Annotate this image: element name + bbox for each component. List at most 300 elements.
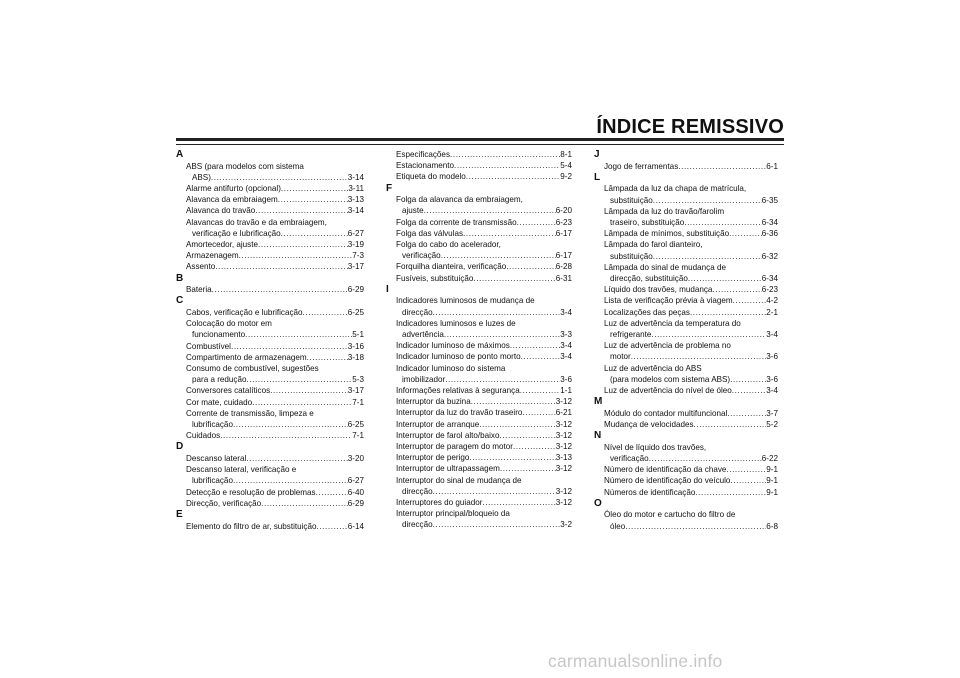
index-entry-page: 6-17: [555, 251, 572, 261]
index-entry-label: Cuidados: [186, 431, 221, 441]
index-entry: [386, 441, 572, 452]
index-entry-page: 6-17: [555, 228, 572, 238]
index-entry-label: Assento: [186, 262, 216, 272]
index-entry-label: Detecção e resolução de problemas: [186, 487, 316, 497]
index-entry: [176, 183, 364, 194]
dot-leader: [433, 486, 556, 497]
dot-leader: [466, 171, 561, 182]
index-entry-line: Lâmpada do sinal de mudança de: [604, 262, 726, 272]
index-entry-label: Estacionamento: [396, 161, 455, 171]
index-entry-label: Lista de verificação prévia à viagem: [604, 296, 733, 306]
index-entry-label: advertência: [402, 330, 444, 340]
dot-leader: [424, 205, 556, 216]
index-entry-page: 6-27: [347, 476, 364, 486]
index-entry-page: 3-4: [766, 386, 778, 396]
index-entry-page: 3-12: [555, 442, 572, 452]
index-entry: [176, 475, 364, 486]
index-entry-line: Luz de advertência do ABS: [604, 363, 702, 373]
index-entry-label: lubrificação: [192, 420, 233, 430]
index-entry: [594, 284, 778, 295]
index-entry: [594, 228, 778, 239]
index-entry-line: Lâmpada da luz da chapa de matrícula,: [604, 184, 747, 194]
dot-leader: [733, 295, 767, 306]
index-entry-label: Lâmpada de mínimos, substituição: [604, 229, 730, 239]
index-entry: [176, 521, 364, 532]
index-entry: [176, 239, 364, 250]
index-entry-label: Amortecedor, ajuste: [186, 240, 258, 250]
dot-leader: [482, 497, 555, 508]
index-entry-page: 1-1: [560, 386, 572, 396]
index-entry: [386, 452, 572, 463]
index-column-2: [386, 149, 572, 531]
index-entry: [386, 351, 572, 362]
index-entry-page: 3-19: [347, 240, 364, 250]
index-entry-label: ABS): [192, 172, 211, 182]
index-entry-page: 3-4: [560, 352, 572, 362]
index-entry: [594, 453, 778, 464]
index-entry-line: Óleo do motor e cartucho do filtro de: [604, 510, 736, 520]
dot-leader: [479, 419, 556, 430]
index-entry: [176, 430, 364, 441]
index-entry-page: 8-1: [560, 150, 572, 159]
dot-leader: [726, 464, 766, 475]
index-entry-label: Interruptor de perigo: [396, 453, 470, 463]
index-entry: [176, 250, 364, 261]
index-entry-page: 3-12: [555, 419, 572, 429]
dot-leader: [653, 251, 762, 262]
index-entry-label: lubrificação: [192, 476, 233, 486]
index-entry-label: Localizações das peças: [604, 307, 690, 317]
index-entry-line: Lâmpada da luz do travão/farolim: [604, 206, 725, 216]
dot-leader: [307, 352, 348, 363]
index-entry-page: 2-1: [766, 307, 778, 317]
index-entry-page: 9-1: [766, 487, 778, 497]
index-entry: [386, 205, 572, 216]
index-entry: [594, 351, 778, 362]
index-entry-page: 3-6: [560, 374, 572, 384]
index-letter-heading: J: [594, 149, 600, 160]
dot-leader: [732, 385, 767, 396]
index-entry: [386, 486, 572, 497]
dot-leader: [444, 329, 560, 340]
index-entry-page: 6-27: [347, 228, 364, 238]
index-entry: [386, 329, 572, 340]
dot-leader: [469, 452, 555, 463]
index-entry-page: 3-7: [766, 408, 778, 418]
index-entry-page: 6-23: [555, 217, 572, 227]
index-entry-page: 6-25: [347, 420, 364, 430]
index-letter-heading: D: [176, 441, 184, 453]
index-entry-label: Líquido dos travões, mudança: [604, 285, 713, 295]
index-entry-page: 3-18: [347, 352, 364, 362]
dot-leader: [506, 261, 556, 272]
index-entry-label: Interruptor de farol alto/baixo: [396, 430, 500, 440]
index-entry-page: 3-4: [766, 330, 778, 340]
index-entry-label: substituição: [610, 195, 653, 205]
index-letter-heading: F: [386, 182, 393, 194]
index-entry: [386, 340, 572, 351]
index-entry-label: Alavanca do travão: [186, 206, 256, 216]
index-entry-page: 6-34: [761, 274, 778, 284]
index-entry-line: Interruptor do sinal de mudança de: [396, 475, 522, 485]
index-entry: [594, 475, 778, 486]
index-entry-page: 6-23: [761, 285, 778, 295]
index-entry-label: verificação e lubrificação: [192, 228, 281, 238]
index-entry-label: Módulo do contador multifuncional: [604, 408, 728, 418]
index-entry-page: 7-1: [352, 431, 364, 441]
index-entry-page: 6-20: [555, 206, 572, 216]
dot-leader: [316, 487, 348, 498]
index-entry-label: refrigerante: [610, 330, 652, 340]
dot-leader: [730, 475, 766, 486]
index-entry-label: motor: [610, 352, 631, 362]
index-entry: [176, 419, 364, 430]
index-entry-line: Nível de líquido dos travões,: [604, 442, 707, 452]
index-entry-label: Indicador luminoso de ponto morto: [396, 352, 521, 362]
index-entry-page: 3-12: [555, 430, 572, 440]
index-entry-page: 6-35: [761, 195, 778, 205]
index-entry-label: direcção, substituição: [610, 274, 688, 284]
index-entry: [386, 407, 572, 418]
index-entry-page: 3-17: [347, 386, 364, 396]
index-entry: [594, 374, 778, 385]
index-entry-line: Folga do cabo do acelerador,: [396, 240, 501, 250]
index-entry: [176, 487, 364, 498]
index-entry-label: funcionamento: [192, 330, 246, 340]
index-entry-label: Armazenagem: [186, 251, 239, 261]
index-entry-label: Alarme antifurto (opcional): [186, 184, 281, 193]
watermark: carmanualsonline.info: [548, 651, 723, 671]
index-entry: [386, 261, 572, 272]
index-entry: [594, 295, 778, 306]
index-entry-page: 3-6: [766, 374, 778, 384]
dot-leader: [520, 385, 561, 396]
dot-leader: [729, 228, 762, 239]
index-entry: [594, 217, 778, 228]
index-entry: [176, 205, 364, 216]
index-entry-label: imobilizador: [402, 374, 446, 384]
index-entry-page: 3-13: [347, 195, 364, 205]
index-entry-label: Alavanca da embraiagem: [186, 195, 278, 205]
index-entry-label: verificação: [610, 454, 649, 464]
dot-leader: [303, 307, 348, 318]
index-column-1: [176, 149, 364, 532]
dot-leader: [212, 284, 348, 295]
index-entry: [386, 171, 572, 182]
index-entry-label: Número de identificação do veículo: [604, 476, 731, 486]
index-entry-line: Indicadores luminosos e luzes de: [396, 318, 516, 328]
dot-leader: [454, 160, 560, 171]
dot-leader: [521, 351, 561, 362]
index-entry-label: Interruptor de paragem do motor: [396, 442, 513, 452]
index-entry: [176, 228, 364, 239]
index-entry: [176, 374, 364, 385]
index-entry-label: Etiqueta do modelo: [396, 172, 466, 182]
index-entry-page: 6-25: [347, 308, 364, 318]
index-entry-page: 3-20: [347, 454, 364, 464]
index-entry-line: Indicadores luminosos de mudança de: [396, 296, 535, 306]
index-entry: [594, 251, 778, 262]
index-entry-page: 3-14: [347, 206, 364, 216]
index-entry: [176, 172, 364, 183]
index-entry: [386, 160, 572, 171]
index-entry-page: 3-16: [347, 341, 364, 351]
index-entry-line: Interruptor principal/bloqueio da: [396, 509, 510, 519]
index-entry: [594, 273, 778, 284]
dot-leader: [473, 273, 555, 284]
index-entry: [594, 408, 778, 419]
dot-leader: [316, 521, 347, 532]
index-entry-label: traseiro, substituição: [610, 218, 685, 227]
dot-leader: [678, 161, 766, 172]
index-entry-line: Descanso lateral, verificação e: [186, 465, 297, 475]
index-entry-page: 6-31: [555, 273, 572, 283]
index-entry-page: 3-17: [347, 262, 364, 272]
index-letter-heading: C: [176, 295, 184, 307]
index-entry: [176, 194, 364, 205]
index-entry-page: 6-1: [766, 161, 778, 171]
dot-leader: [684, 217, 762, 228]
index-entry-page: 5-4: [560, 161, 572, 171]
index-letter-heading: B: [176, 272, 184, 284]
index-entry-page: 6-8: [766, 521, 778, 531]
index-entry: [386, 396, 572, 407]
dot-leader: [215, 261, 348, 272]
index-entry-label: Descanso lateral: [186, 454, 247, 464]
index-entry: [594, 521, 778, 532]
index-entry-page: 6-34: [761, 218, 778, 227]
page-title: ÍNDICE REMISSIVO: [596, 116, 784, 138]
index-entry: [386, 217, 572, 228]
index-entry-line: Luz de advertência da temperatura do: [604, 318, 741, 328]
dot-leader: [510, 340, 560, 351]
index-entry-line: Luz de advertência de problema no: [604, 341, 731, 351]
index-entry: [386, 463, 572, 474]
dot-leader: [252, 397, 352, 408]
dot-leader: [727, 408, 766, 419]
index-column-3: [594, 149, 778, 532]
index-entry: [176, 352, 364, 363]
index-letter-heading: E: [176, 509, 183, 521]
index-entry-page: 5-3: [352, 375, 364, 385]
index-entry-page: 6-36: [761, 229, 778, 239]
index-entry-label: Jogo de ferramentas: [604, 161, 679, 171]
index-entry-page: 4-2: [766, 296, 778, 306]
dot-leader: [445, 374, 560, 385]
index-entry-label: Interruptor de ultrapassagem: [396, 464, 500, 474]
index-entry-label: Compartimento de armazenagem: [186, 352, 307, 362]
dot-leader: [499, 430, 555, 441]
index-letter-heading: O: [594, 497, 602, 509]
index-entry: [594, 329, 778, 340]
index-entry: [176, 329, 364, 340]
index-entry-line: Lâmpada do farol dianteiro,: [604, 240, 703, 250]
index-entry-label: Fusíveis, substituição: [396, 273, 474, 283]
index-entry-page: 3-12: [555, 464, 572, 474]
title-rule-thin: [176, 144, 784, 145]
dot-leader: [278, 194, 348, 205]
index-entry-page: 3-4: [560, 307, 572, 317]
index-entry-label: Elemento do filtro de ar, substituição: [186, 521, 317, 531]
index-entry: [594, 487, 778, 498]
index-entry: [386, 419, 572, 430]
dot-leader: [688, 273, 762, 284]
index-entry-page: 9-1: [766, 476, 778, 486]
index-entry: [594, 419, 778, 430]
index-entry: [386, 374, 572, 385]
index-entry-label: Número de identificação da chave: [604, 465, 727, 475]
index-entry: [386, 430, 572, 441]
dot-leader: [517, 217, 556, 228]
index-entry: [176, 385, 364, 396]
dot-leader: [233, 475, 348, 486]
dot-leader: [258, 239, 348, 250]
index-entry-line: Alavancas do travão e da embraiagem,: [186, 217, 327, 227]
index-entry-label: Bateria: [186, 285, 212, 295]
dot-leader: [211, 172, 348, 183]
index-entry: [386, 228, 572, 239]
index-entry-label: óleo: [610, 521, 626, 531]
index-entry-page: 6-32: [761, 251, 778, 261]
index-entry-page: 7-3: [352, 251, 364, 261]
index-entry: [386, 385, 572, 396]
dot-leader: [653, 195, 762, 206]
index-entry: [386, 519, 572, 530]
index-entry-page: 6-29: [347, 285, 364, 295]
index-entry-line: Colocação do motor em: [186, 319, 272, 329]
index-entry: [386, 273, 572, 284]
dot-leader: [239, 250, 353, 261]
index-entry-page: 6-40: [347, 487, 364, 497]
index-entry-page: 3-3: [560, 330, 572, 340]
index-entry-label: Cor mate, cuidado: [186, 397, 253, 407]
index-entry: [176, 261, 364, 272]
index-entry: [176, 453, 364, 464]
dot-leader: [690, 307, 766, 318]
index-entry-label: Interruptor da buzina: [396, 397, 471, 407]
index-entry-label: Forquilha dianteira, verificação: [396, 262, 507, 272]
dot-leader: [245, 329, 352, 340]
index-entry-label: Indicador luminoso de máximos: [396, 341, 510, 351]
index-entry-label: substituição: [610, 251, 653, 261]
index-entry-label: (para modelos com sistema ABS): [610, 374, 731, 384]
index-entry-page: 6-14: [347, 521, 364, 531]
index-entry-page: 6-28: [555, 262, 572, 272]
dot-leader: [233, 419, 348, 430]
index-entry-label: Conversores catalíticos: [186, 386, 271, 396]
dot-leader: [513, 441, 556, 452]
index-entry-page: 3-13: [555, 453, 572, 463]
index-entry-label: Especificações: [396, 150, 450, 159]
index-entry-line: Consumo de combustível, sugestões: [186, 364, 319, 374]
index-entry-label: Folga das válvulas: [396, 228, 464, 238]
index-entry: [594, 161, 778, 172]
dot-leader: [433, 519, 561, 530]
index-entry-label: Folga da corrente de transmissão: [396, 217, 517, 227]
dot-leader: [694, 419, 767, 430]
index-entry-line: Corrente de transmissão, limpeza e: [186, 408, 314, 418]
dot-leader: [500, 463, 556, 474]
index-entry-label: Interruptores do guiador: [396, 498, 483, 508]
index-entry-line: Indicador luminoso do sistema: [396, 363, 506, 373]
dot-leader: [255, 205, 348, 216]
index-entry-label: direcção: [402, 307, 433, 317]
index-entry-label: Números de identificação: [604, 487, 696, 497]
index-entry-page: 6-22: [761, 454, 778, 464]
dot-leader: [712, 284, 761, 295]
index-entry-label: Interruptor da luz do travão traseiro: [396, 408, 523, 418]
index-entry-page: 5-2: [766, 420, 778, 430]
index-entry: [594, 195, 778, 206]
index-entry-label: ajuste: [402, 206, 424, 216]
index-entry-page: 6-21: [555, 408, 572, 418]
index-entry-label: direcção: [402, 520, 433, 530]
index-entry: [386, 497, 572, 508]
index-entry: [594, 307, 778, 318]
index-entry-page: 9-2: [560, 172, 572, 182]
index-entry: [386, 149, 572, 160]
index-entry: [176, 397, 364, 408]
dot-leader: [433, 307, 561, 318]
dot-leader: [625, 521, 766, 532]
index-entry-page: 6-29: [347, 498, 364, 508]
index-entry-page: 3-6: [766, 352, 778, 362]
dot-leader: [471, 396, 556, 407]
index-entry-label: Interruptor de arranque: [396, 419, 480, 429]
index-entry-label: Direcção, verificação: [186, 498, 262, 508]
index-entry-page: 3-2: [560, 520, 572, 530]
dot-leader: [270, 385, 348, 396]
index-entry-page: 9-1: [766, 465, 778, 475]
dot-leader: [246, 374, 352, 385]
dot-leader: [246, 453, 348, 464]
index-entry-label: direcção: [402, 486, 433, 496]
dot-leader: [281, 183, 348, 194]
index-entry: [176, 498, 364, 509]
index-letter-heading: M: [594, 396, 603, 408]
dot-leader: [261, 498, 348, 509]
dot-leader: [631, 351, 767, 362]
index-entry-label: Informações relativas à segurança: [396, 386, 520, 396]
index-entry: [386, 307, 572, 318]
index-entry-page: 3-12: [555, 397, 572, 407]
index-letter-heading: I: [386, 283, 389, 295]
index-entry: [176, 307, 364, 318]
index-entry: [386, 250, 572, 261]
index-entry-page: 3-11: [348, 184, 364, 193]
index-entry-label: verificação: [402, 251, 441, 261]
dot-leader: [730, 374, 766, 385]
dot-leader: [231, 341, 348, 352]
index-entry: [176, 284, 364, 295]
index-letter-heading: L: [594, 171, 601, 183]
index-entry: [594, 385, 778, 396]
dot-leader: [695, 487, 766, 498]
index-letter-heading: N: [594, 430, 602, 442]
dot-leader: [220, 430, 352, 441]
dot-leader: [522, 407, 555, 418]
dot-leader: [441, 250, 556, 261]
index-entry-line: ABS (para modelos com sistema: [186, 161, 304, 171]
index-entry-page: 7-1: [352, 397, 364, 407]
dot-leader: [651, 329, 766, 340]
dot-leader: [649, 453, 762, 464]
index-entry-label: Mudança de velocidades: [604, 420, 694, 430]
index-entry-label: Combustível: [186, 341, 231, 351]
index-entry-label: para a redução: [192, 375, 247, 385]
index-entry-page: 3-12: [555, 486, 572, 496]
index-entry-label: Cabos, verificação e lubrificação: [186, 308, 303, 318]
